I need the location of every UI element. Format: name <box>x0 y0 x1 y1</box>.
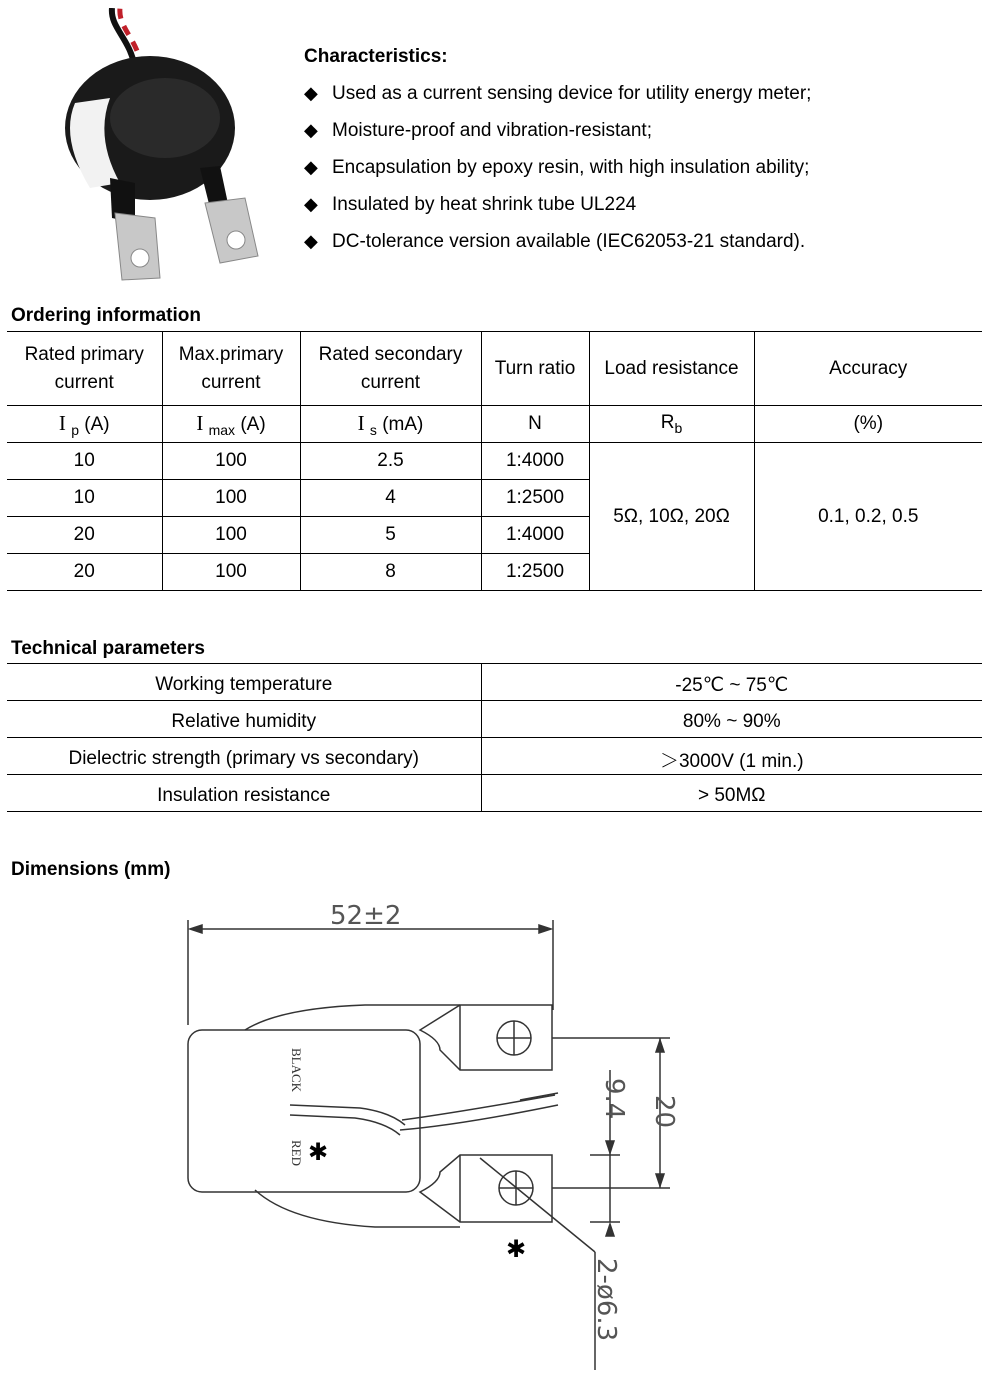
characteristics-list <box>304 81 811 266</box>
unit-n: N <box>481 406 589 443</box>
header-accuracy: Accuracy <box>754 332 982 406</box>
product-photo <box>40 8 280 293</box>
diamond-bullet-icon: ◆ <box>304 83 318 103</box>
unit-rb: $R_b$ <box>589 406 754 443</box>
diamond-bullet-icon: ◆ <box>304 120 318 140</box>
technical-table <box>7 663 982 812</box>
table-units-row <box>7 406 982 443</box>
unit-accuracy: (%) <box>754 406 982 443</box>
list-item: ◆ DC-tolerance version available (IEC62053-21 standard). <box>304 231 806 252</box>
polarity-mark-icon: ✱ <box>506 1235 527 1263</box>
table-row: Working temperature -25℃ ~ 75℃ <box>7 664 982 701</box>
ordering-title: Ordering information <box>11 305 201 326</box>
dimensions-title: Dimensions (mm) <box>11 859 171 880</box>
header-turn-ratio: Turn ratio <box>481 332 589 406</box>
header-rated-primary: Rated primary current <box>7 332 162 406</box>
header-load-resistance: Load resistance <box>589 332 754 406</box>
table-row: 20 100 5 1:4000 <box>7 517 982 554</box>
characteristics-section <box>304 46 811 266</box>
hole-label: 2-ø6.3 <box>591 1258 621 1342</box>
list-item: ◆ Used as a current sensing device for utility energy meter; <box>304 83 812 104</box>
unit-ip: I $_p$ (A) <box>7 406 162 443</box>
table-row: 10 100 2.5 1:4000 5Ω, 10Ω, 20Ω 0.1, 0.2, 0.5 <box>7 443 982 480</box>
table-row: Dielectric strength (primary vs secondary) ＞3000V (1 min.) <box>7 738 982 775</box>
list-item: ◆ Moisture-proof and vibration-resistant; <box>304 120 652 141</box>
list-item: ◆ Encapsulation by epoxy resin, with high insulation ability; <box>304 157 810 178</box>
dimension-drawing <box>160 890 720 1400</box>
diamond-bullet-icon: ◆ <box>304 194 318 214</box>
height-label: 20 <box>649 1095 679 1129</box>
table-row: 20 100 8 1:2500 <box>7 554 982 591</box>
table-row: Insulation resistance > 50MΩ <box>7 775 982 812</box>
width-label: 52±2 <box>330 901 402 931</box>
table-header-row <box>7 332 982 406</box>
diamond-bullet-icon: ◆ <box>304 157 318 177</box>
accuracy-cell: 0.1, 0.2, 0.5 <box>754 443 982 591</box>
table-row: 10 100 4 1:2500 <box>7 480 982 517</box>
characteristics-title: Characteristics: <box>304 46 448 67</box>
wire-red-label: RED <box>289 1140 304 1166</box>
header-rated-secondary: Rated secondary current <box>300 332 481 406</box>
technical-title: Technical parameters <box>11 638 205 659</box>
load-resistance-cell: 5Ω, 10Ω, 20Ω <box>589 443 754 591</box>
header-max-primary: Max.primary current <box>162 332 300 406</box>
list-item: ◆ Insulated by heat shrink tube UL224 <box>304 194 637 215</box>
ordering-table <box>7 331 982 591</box>
unit-imax: I $_{max}$ (A) <box>162 406 300 443</box>
pitch-label: 9.4 <box>599 1078 629 1120</box>
table-row: Relative humidity 80% ~ 90% <box>7 701 982 738</box>
unit-is: I $_s$ (mA) <box>300 406 481 443</box>
diamond-bullet-icon: ◆ <box>304 231 318 251</box>
polarity-mark-icon: ✱ <box>308 1138 329 1166</box>
wire-black-label: BLACK <box>289 1048 304 1093</box>
